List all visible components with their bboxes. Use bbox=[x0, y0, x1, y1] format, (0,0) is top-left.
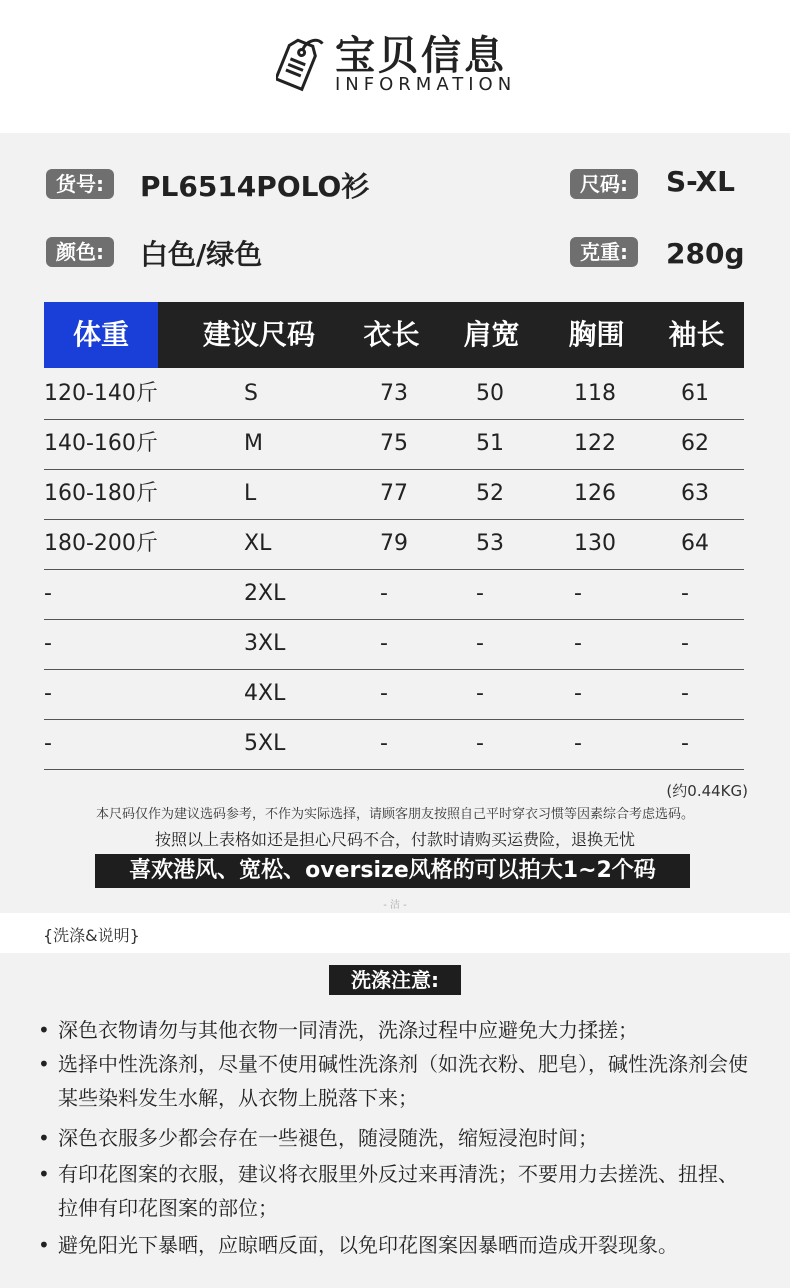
cell-size: XL bbox=[244, 531, 272, 556]
cell-sleeve: 64 bbox=[681, 531, 709, 556]
table-row bbox=[44, 719, 744, 770]
cell-shoulder: - bbox=[476, 681, 484, 706]
price-tag-icon bbox=[276, 31, 326, 93]
cell-chest: 118 bbox=[574, 381, 616, 406]
header-sleeve: 袖长 bbox=[668, 318, 725, 351]
header-weight: 体重 bbox=[44, 302, 158, 368]
cell-chest: - bbox=[574, 681, 582, 706]
cell-weight: - bbox=[44, 731, 52, 756]
cell-sleeve: 61 bbox=[681, 381, 709, 406]
cell-chest: 126 bbox=[574, 481, 616, 506]
cell-size: 2XL bbox=[244, 581, 286, 606]
cell-size: M bbox=[244, 431, 263, 456]
cell-weight: - bbox=[44, 631, 52, 656]
cell-chest: 122 bbox=[574, 431, 616, 456]
insurance-text: 按照以上表格如还是担心尺码不合，付款时请购买运费险，退换无忧 bbox=[154, 830, 635, 849]
oversize-banner: 喜欢港风、宽松、oversize风格的可以拍大1~2个码 bbox=[95, 854, 690, 888]
cell-size: 3XL bbox=[244, 631, 286, 656]
header-shoulder: 肩宽 bbox=[463, 318, 520, 351]
care-item bbox=[38, 1013, 748, 1047]
bullet-icon: • bbox=[38, 1052, 50, 1076]
cell-length: 73 bbox=[380, 381, 408, 406]
cell-chest: - bbox=[574, 631, 582, 656]
header-chest: 胸围 bbox=[568, 318, 625, 351]
color-value: 白色/绿色 bbox=[140, 238, 263, 271]
cell-sleeve: - bbox=[681, 631, 689, 656]
care-item bbox=[38, 1047, 748, 1115]
care-item bbox=[38, 1121, 748, 1155]
table-row bbox=[44, 519, 744, 570]
cell-chest: - bbox=[574, 581, 582, 606]
cell-chest: 130 bbox=[574, 531, 616, 556]
cell-chest: - bbox=[574, 731, 582, 756]
care-item-text: 深色衣服多少都会存在一些褪色，随浸随洗，缩短浸泡时间； bbox=[58, 1126, 598, 1150]
cell-shoulder: 51 bbox=[476, 431, 504, 456]
weight-value: 280g bbox=[666, 237, 745, 270]
disclaimer-text: 本尺码仅作为建议选码参考，不作为实际选择，请顾客朋友按照自己平时穿衣习惯等因素综合考虑选码。 bbox=[95, 807, 694, 822]
table-row bbox=[44, 369, 744, 420]
cell-shoulder: - bbox=[476, 581, 484, 606]
cell-sleeve: 62 bbox=[681, 431, 709, 456]
cell-weight: - bbox=[44, 681, 52, 706]
size-label: 尺码: bbox=[570, 169, 638, 199]
table-row bbox=[44, 619, 744, 670]
care-item-text: 选择中性洗涤剂，尽量不使用碱性洗涤剂（如洗衣粉、肥皂），碱性洗涤剂会使某些染料发生水解，从衣物上脱落下来； bbox=[58, 1052, 748, 1110]
care-title: 洗涤注意: bbox=[329, 965, 461, 995]
table-row bbox=[44, 569, 744, 620]
cell-length: 77 bbox=[380, 481, 408, 506]
cell-shoulder: - bbox=[476, 631, 484, 656]
care-item-text: 有印花图案的衣服，建议将衣服里外反过来再清洗；不要用力去搓洗、扭捏、拉伸有印花图案的部位； bbox=[58, 1162, 738, 1220]
cell-sleeve: - bbox=[681, 731, 689, 756]
table-row bbox=[44, 669, 744, 720]
cell-shoulder: 53 bbox=[476, 531, 504, 556]
color-label: 颜色: bbox=[46, 237, 114, 267]
cell-shoulder: 52 bbox=[476, 481, 504, 506]
page-title: 宝贝信息 bbox=[335, 33, 507, 79]
cell-sleeve: 63 bbox=[681, 481, 709, 506]
table-row bbox=[44, 419, 744, 470]
size-table-header bbox=[44, 302, 744, 368]
care-item-text: 深色衣物请勿与其他衣物一同清洗，洗涤过程中应避免大力揉搓； bbox=[58, 1018, 638, 1042]
page-subtitle: INFORMATION bbox=[335, 74, 517, 95]
cell-size: 5XL bbox=[244, 731, 286, 756]
cell-shoulder: - bbox=[476, 731, 484, 756]
wash-section-label: {洗涤&说明} bbox=[43, 926, 140, 945]
cell-weight: - bbox=[44, 581, 52, 606]
cell-size: S bbox=[244, 381, 258, 406]
header-suggested-size: 建议尺码 bbox=[202, 318, 315, 351]
cell-sleeve: - bbox=[681, 581, 689, 606]
cell-weight: 140-160斤 bbox=[44, 431, 158, 456]
care-item-text: 避免阳光下暴晒，应晾晒反面，以免印花图案因暴晒而造成开裂现象。 bbox=[58, 1233, 678, 1257]
cell-length: 75 bbox=[380, 431, 408, 456]
bullet-icon: • bbox=[38, 1233, 50, 1257]
care-item bbox=[38, 1228, 748, 1262]
cell-weight: 160-180斤 bbox=[44, 481, 158, 506]
sku-label: 货号: bbox=[46, 169, 114, 199]
size-value: S-XL bbox=[666, 165, 735, 198]
table-row bbox=[44, 469, 744, 520]
weight-kg-note: (约0.44KG) bbox=[666, 782, 748, 800]
cell-length: - bbox=[380, 631, 388, 656]
cell-length: - bbox=[380, 731, 388, 756]
cell-weight: 180-200斤 bbox=[44, 531, 158, 556]
weight-label: 克重: bbox=[570, 237, 638, 267]
header-section bbox=[0, 0, 790, 133]
cell-length: - bbox=[380, 681, 388, 706]
bullet-icon: • bbox=[38, 1162, 50, 1186]
cell-size: L bbox=[244, 481, 257, 506]
bullet-icon: • bbox=[38, 1018, 50, 1042]
cell-size: 4XL bbox=[244, 681, 286, 706]
cell-weight: 120-140斤 bbox=[44, 381, 158, 406]
header-length: 衣长 bbox=[363, 318, 420, 351]
section-divider: - 洁 - bbox=[383, 900, 407, 911]
cell-length: 79 bbox=[380, 531, 408, 556]
cell-length: - bbox=[380, 581, 388, 606]
care-item bbox=[38, 1157, 748, 1225]
sku-value: PL6514POLO衫 bbox=[140, 170, 370, 203]
cell-sleeve: - bbox=[681, 681, 689, 706]
cell-shoulder: 50 bbox=[476, 381, 504, 406]
bullet-icon: • bbox=[38, 1126, 50, 1150]
